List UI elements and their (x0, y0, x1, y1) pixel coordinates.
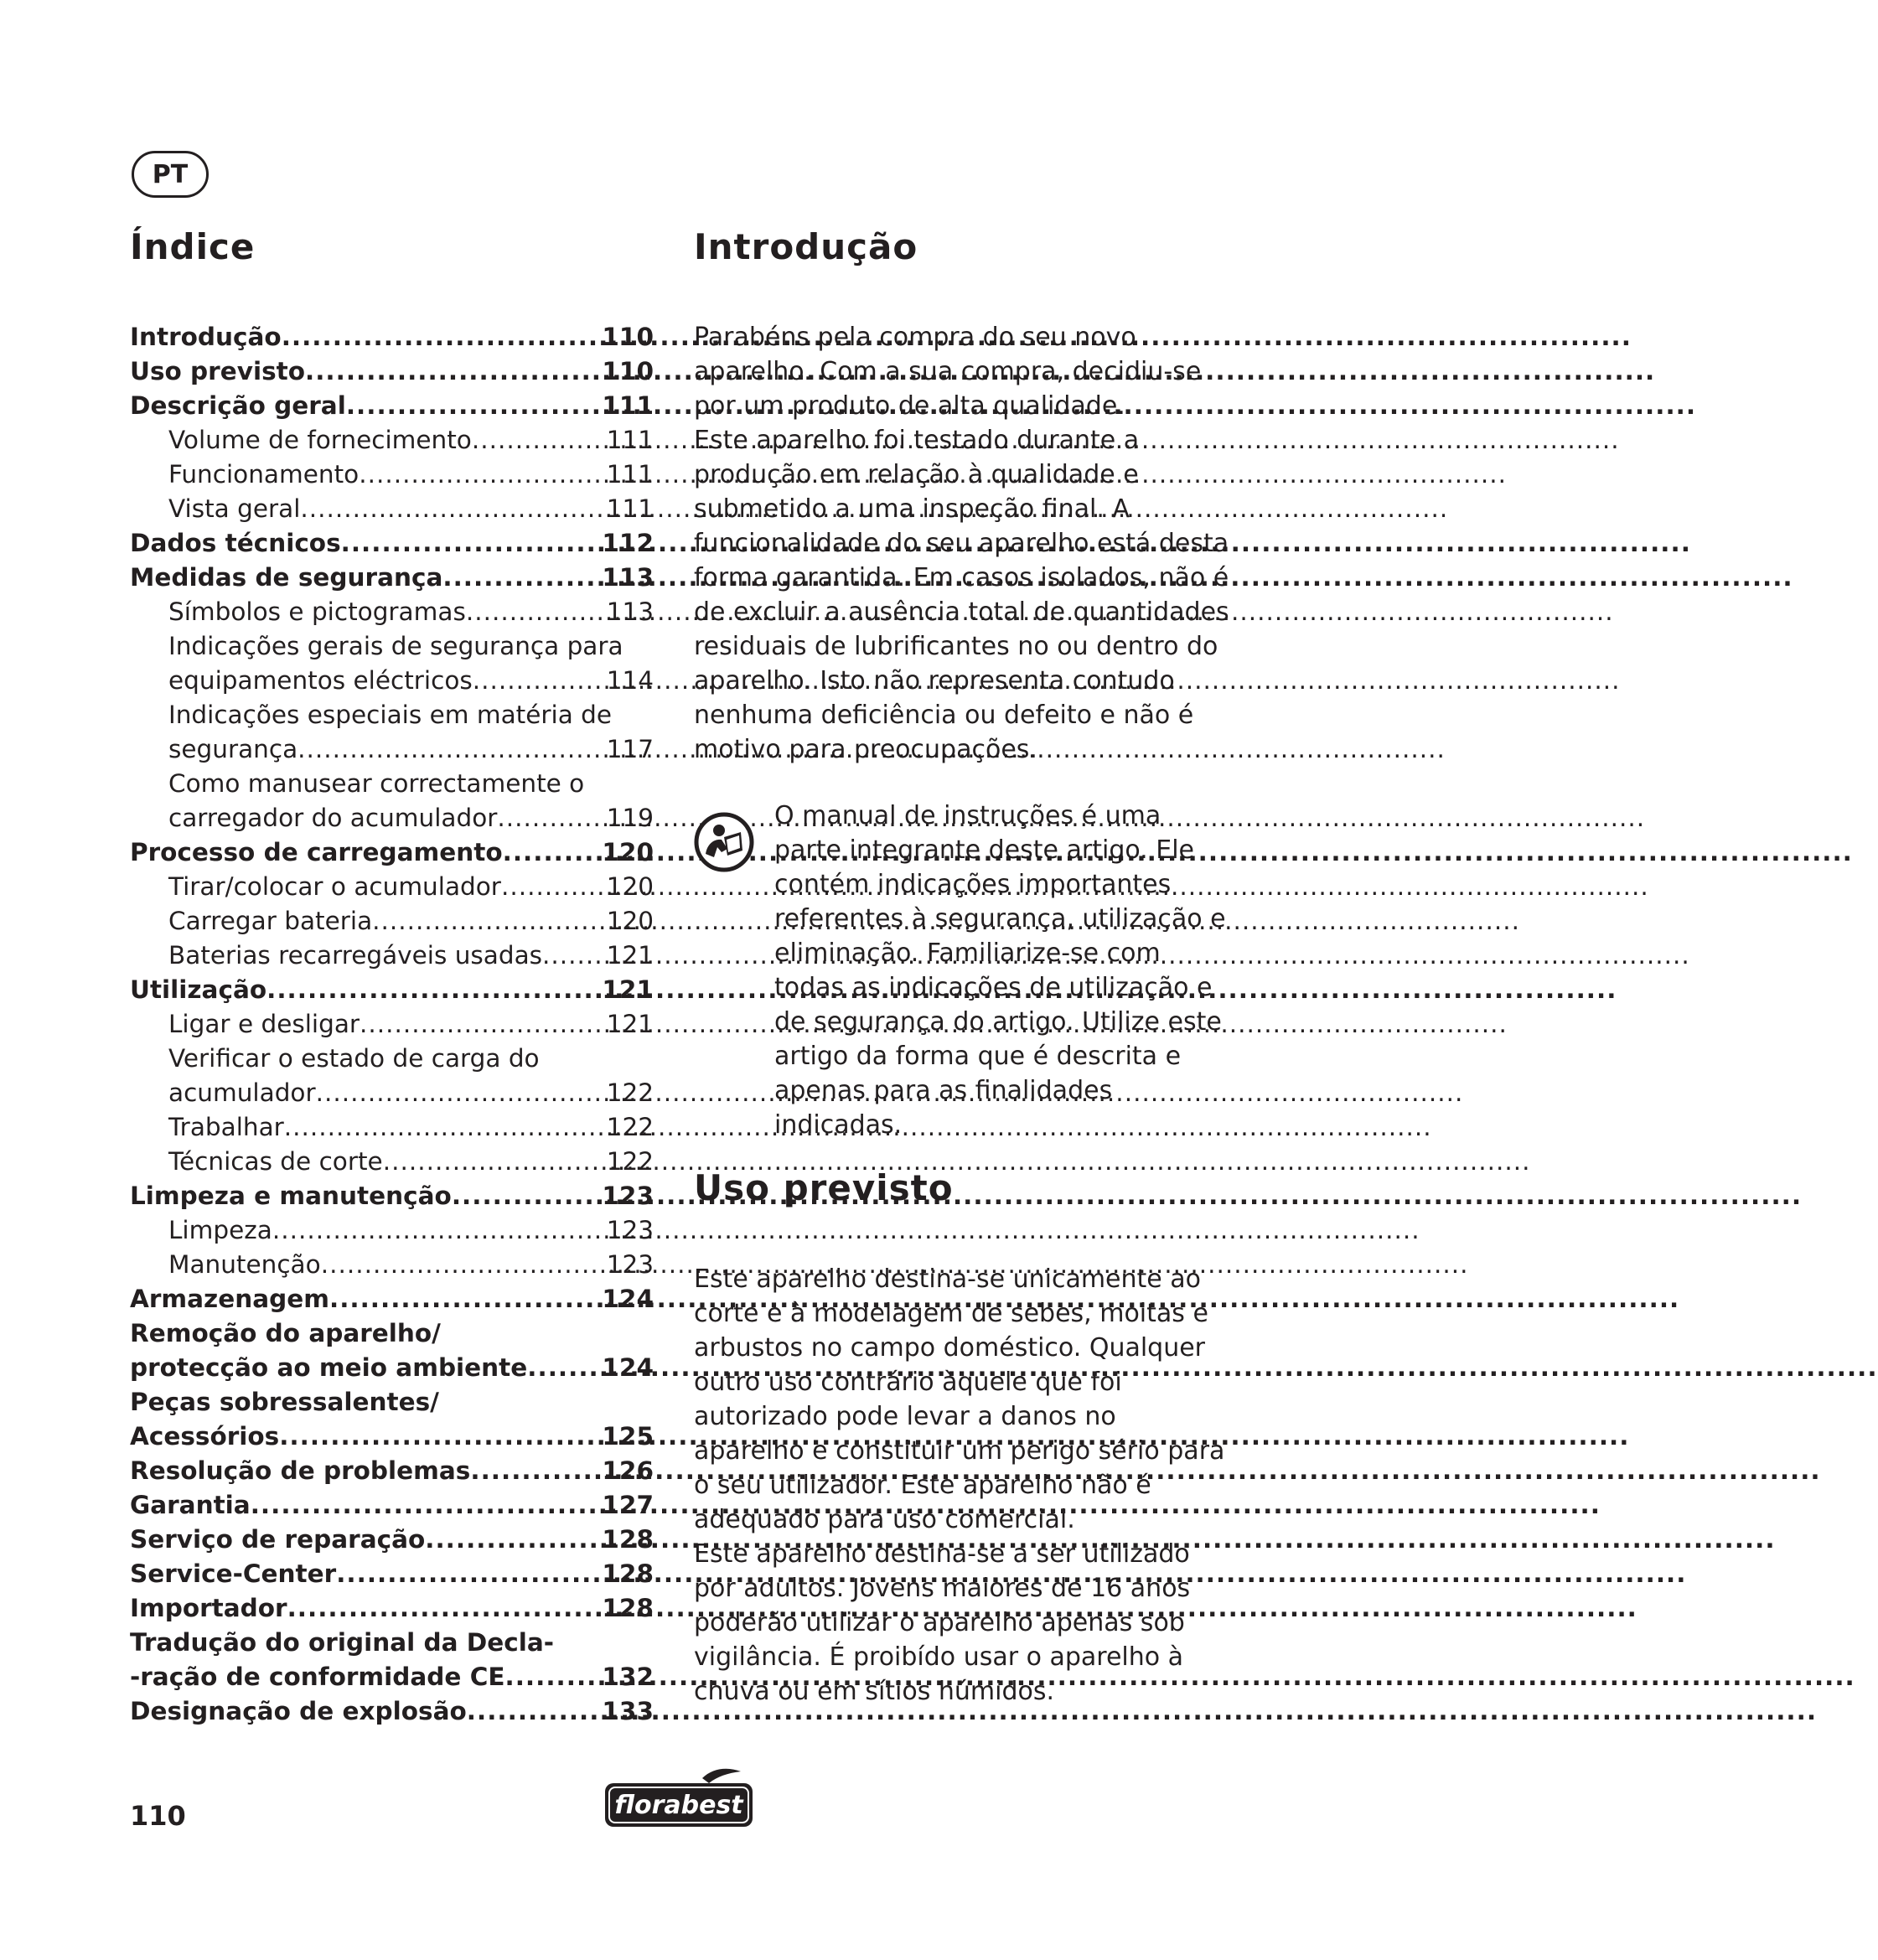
toc-leader-dots (329, 1282, 600, 1316)
toc-entry-page: 123 (606, 1250, 654, 1280)
toc-leader-dots (527, 1351, 600, 1385)
toc-entry-page: 121 (606, 941, 654, 970)
toc-entry (130, 1248, 654, 1282)
toc-entry-title: Tradução do original da Decla- (130, 1628, 555, 1657)
toc-entry-title: Designação de explosão (130, 1697, 467, 1726)
toc-entry-title: Símbolos e pictogramas (168, 597, 466, 627)
toc-leader-dots (321, 1248, 605, 1282)
toc-entry-title: Verificar o estado de carga do (168, 1044, 540, 1073)
toc-entry-page: 128 (602, 1525, 654, 1554)
toc-entry-title: Carregar bateria (168, 907, 373, 936)
page-number: 110 (130, 1800, 186, 1832)
toc-entry (130, 1007, 654, 1042)
toc-entry-page: 120 (606, 907, 654, 936)
toc-leader-dots (425, 1523, 600, 1557)
toc-entry-title: Serviço de reparação (130, 1525, 426, 1554)
language-badge: PT (132, 151, 209, 198)
toc-entry (130, 1042, 654, 1076)
toc-entry-title: Como manusear correctamente o (168, 769, 585, 799)
toc-entry-title: Uso previsto (130, 357, 305, 386)
toc-entry-title: Trabalhar (168, 1113, 284, 1142)
toc-entry-title: Armazenagem (130, 1285, 329, 1314)
intro-heading: Introdução (694, 226, 918, 267)
toc-entry-page: 132 (602, 1663, 654, 1692)
toc-entry (130, 1523, 654, 1557)
toc-entry-title: Limpeza e manutenção (130, 1182, 452, 1211)
toc-entry (130, 1316, 654, 1351)
toc-leader-dots (282, 320, 601, 354)
toc-entry (130, 1385, 654, 1420)
toc-entry (130, 1694, 654, 1729)
toc-entry-title: Funcionamento (168, 460, 360, 489)
toc-entry (130, 1488, 654, 1523)
toc-entry (130, 1591, 654, 1626)
toc-entry-page: 133 (602, 1697, 654, 1726)
toc-entry-title: Acessórios (130, 1422, 280, 1451)
toc-entry-title: Introdução (130, 323, 282, 352)
toc-entry-title: Limpeza (168, 1216, 272, 1245)
toc-entry-title: Tirar/colocar o acumulador (168, 872, 501, 902)
toc-entry-page: 120 (602, 838, 654, 867)
toc-leader-dots (305, 354, 600, 389)
toc-entry (130, 1557, 654, 1591)
toc-leader-dots (452, 1179, 601, 1213)
toc-entry-title: Peças sobressalentes/ (130, 1388, 439, 1417)
toc-leader-dots (497, 801, 604, 835)
toc-entry (130, 939, 654, 973)
toc-leader-dots (542, 939, 605, 973)
intended-use-paragraph-2: Este aparelho destina-se a ser utilizado por adultos. Jovens maiores de 16 anos poderão utilizar o aparelho apenas sob vigilância. É proibído usar o aparelho à chuva ou em sítios húmidos. (694, 1539, 1191, 1706)
toc-entry (130, 1076, 654, 1110)
toc-entry-title: carregador do acumulador (168, 804, 498, 833)
toc-entry-title: Garantia (130, 1491, 251, 1520)
toc-entry (130, 1110, 654, 1145)
toc-leader-dots (316, 1076, 605, 1110)
toc-entry (130, 732, 654, 767)
intro-paragraph-2: Este aparelho foi testado durante a produção em relação à qualidade e submetido a uma inspeção final. A funcionalidade do seu aparelho está desta forma garantida. Em casos isolados, não é de excluir a ausência total de quantidades residuais de lubrificantes no ou dentro do aparelho. Isto não representa contudo nenhuma deficiência ou defeito e não é motivo para preocupações. (694, 426, 1229, 765)
toc-entry (130, 698, 654, 732)
toc-entry-title: Baterias recarregáveis usadas (168, 941, 543, 970)
toc-leader-dots (466, 595, 605, 629)
toc-leader-dots (341, 526, 601, 561)
toc-leader-dots (472, 423, 605, 458)
toc-entry (130, 1420, 654, 1454)
toc-entry-title: Remoção do aparelho/ (130, 1319, 441, 1348)
toc-leader-dots (501, 870, 605, 904)
toc-entry-page: 117 (606, 735, 654, 764)
toc-entry-page: 121 (606, 1010, 654, 1039)
toc-entry-page: 121 (602, 975, 654, 1005)
toc-entry-title: protecção ao meio ambiente (130, 1353, 528, 1383)
toc-entry (130, 595, 654, 629)
toc-leader-dots (284, 1110, 605, 1145)
toc-entry-title: Descrição geral (130, 391, 346, 421)
toc-entry-page: 111 (606, 494, 654, 524)
toc-entry-page: 111 (606, 426, 654, 455)
toc-entry (130, 492, 654, 526)
toc-leader-dots (470, 1454, 600, 1488)
toc-entry-page: 119 (606, 804, 654, 833)
toc-entry (130, 1351, 654, 1385)
toc-entry (130, 870, 654, 904)
toc-entry (130, 664, 654, 698)
toc-entry-title: Volume de fornecimento (168, 426, 472, 455)
toc-leader-dots (359, 458, 605, 492)
toc-leader-dots (287, 1591, 601, 1626)
toc-entry-page: 114 (606, 666, 654, 696)
toc-entry (130, 1145, 654, 1179)
toc-leader-dots (300, 492, 604, 526)
toc-leader-dots (442, 561, 600, 595)
toc-entry-page: 111 (606, 460, 654, 489)
manual-note (694, 799, 1230, 1142)
toc-entry-page: 122 (606, 1113, 654, 1142)
toc-entry-page: 128 (602, 1559, 654, 1589)
logo-text: florabest (614, 1791, 743, 1820)
toc-entry-title: Medidas de segurança (130, 563, 443, 592)
toc-entry (130, 561, 654, 595)
toc-entry-page: 126 (602, 1456, 654, 1486)
toc-entry-page: 111 (602, 391, 654, 421)
toc-entry (130, 629, 654, 664)
toc-entry (130, 1626, 654, 1660)
toc-entry-page: 123 (606, 1216, 654, 1245)
toc-leader-dots (272, 1213, 605, 1248)
toc-entry (130, 767, 654, 801)
toc-leader-dots (360, 1007, 605, 1042)
manual-note-text: O manual de instruções é uma parte integrante deste artigo. Ele contém indicações importantes referentes à segurança, utilização e eliminação. Familiarize-se com todas as indicações de utilização e de segurança do artigo. Utilize este artigo da forma que é descrita e apenas para as finalidades indicadas. (774, 801, 1226, 1140)
intended-use-paragraph-1: Este aparelho destina-se unicamente ao corte e à modelagem de sebes, moitas e arbustos no campo doméstico. Qualquer outro uso contrário àquele que foi autorizado pode levar a danos no aparelho e constituir um perigo sério para o seu utilizador. Este aparelho não é adequado para uso comercial. (694, 1264, 1225, 1534)
toc-entry-page: 113 (602, 563, 654, 592)
toc-entry-title: Vista geral (168, 494, 301, 524)
toc-entry-page: 122 (606, 1078, 654, 1108)
toc-entry-page: 122 (606, 1147, 654, 1177)
toc-entry-title: Resolução de problemas (130, 1456, 471, 1486)
toc-entry-page: 110 (602, 323, 654, 352)
florabest-logo (602, 1766, 756, 1830)
toc-entry-title: acumulador (168, 1078, 316, 1108)
toc-entry (130, 1179, 654, 1213)
toc-entry-page: 125 (602, 1422, 654, 1451)
toc-entry-title: equipamentos eléctricos (168, 666, 473, 696)
right-column (694, 226, 1230, 1709)
intro-paragraph-1: Parabéns pela compra do seu novo aparelho. Com a sua compra, decidiu-se por um produto de alta qualidade. (694, 323, 1202, 421)
toc-entry-title: Manutenção (168, 1250, 321, 1280)
toc-entry (130, 526, 654, 561)
table-of-contents (130, 226, 654, 1729)
toc-leader-dots (297, 732, 605, 767)
toc-entry-page: 123 (602, 1182, 654, 1211)
toc-leader-dots (336, 1557, 600, 1591)
toc-entry-title: Service-Center (130, 1559, 337, 1589)
toc-entry-page: 124 (602, 1285, 654, 1314)
toc-entry (130, 1282, 654, 1316)
toc-leader-dots (505, 1660, 601, 1694)
toc-entry-page: 124 (602, 1353, 654, 1383)
toc-leader-dots (503, 835, 601, 870)
toc-entry (130, 354, 654, 389)
toc-leader-dots (383, 1145, 605, 1179)
toc-entry-title: Indicações gerais de segurança para (168, 632, 623, 661)
toc-list (130, 320, 654, 1729)
toc-entry-title: Dados técnicos (130, 529, 341, 558)
toc-entry-title: Importador (130, 1594, 287, 1623)
toc-entry-title: Utilização (130, 975, 267, 1005)
toc-heading: Índice (130, 226, 256, 267)
intended-use-heading: Uso previsto (694, 1167, 954, 1209)
toc-entry (130, 423, 654, 458)
toc-entry (130, 389, 654, 423)
toc-leader-dots (467, 1694, 601, 1729)
toc-entry-page: 110 (602, 357, 654, 386)
toc-entry-title: -ração de conformidade CE (130, 1663, 505, 1692)
toc-entry-title: Ligar e desligar (168, 1010, 360, 1039)
toc-entry (130, 904, 654, 939)
toc-leader-dots (279, 1420, 600, 1454)
toc-entry-page: 113 (606, 597, 654, 627)
toc-entry-title: Técnicas de corte (168, 1147, 383, 1177)
toc-leader-dots (473, 664, 605, 698)
toc-entry-title: Processo de carregamento (130, 838, 503, 867)
toc-entry-page: 120 (606, 872, 654, 902)
toc-leader-dots (346, 389, 601, 423)
toc-entry-title: segurança (168, 735, 298, 764)
toc-entry (130, 1660, 654, 1694)
toc-entry (130, 801, 654, 835)
toc-entry-title: Indicações especiais em matéria de (168, 701, 613, 730)
toc-leader-dots (251, 1488, 601, 1523)
toc-entry-page: 127 (602, 1491, 654, 1520)
toc-leader-dots (266, 973, 600, 1007)
toc-entry (130, 1213, 654, 1248)
toc-entry (130, 973, 654, 1007)
toc-entry (130, 320, 654, 354)
toc-entry (130, 458, 654, 492)
toc-leader-dots (372, 904, 605, 939)
toc-entry-page: 112 (602, 529, 654, 558)
toc-entry (130, 835, 654, 870)
toc-entry-page: 128 (602, 1594, 654, 1623)
toc-entry (130, 1454, 654, 1488)
read-manual-icon (694, 812, 754, 872)
